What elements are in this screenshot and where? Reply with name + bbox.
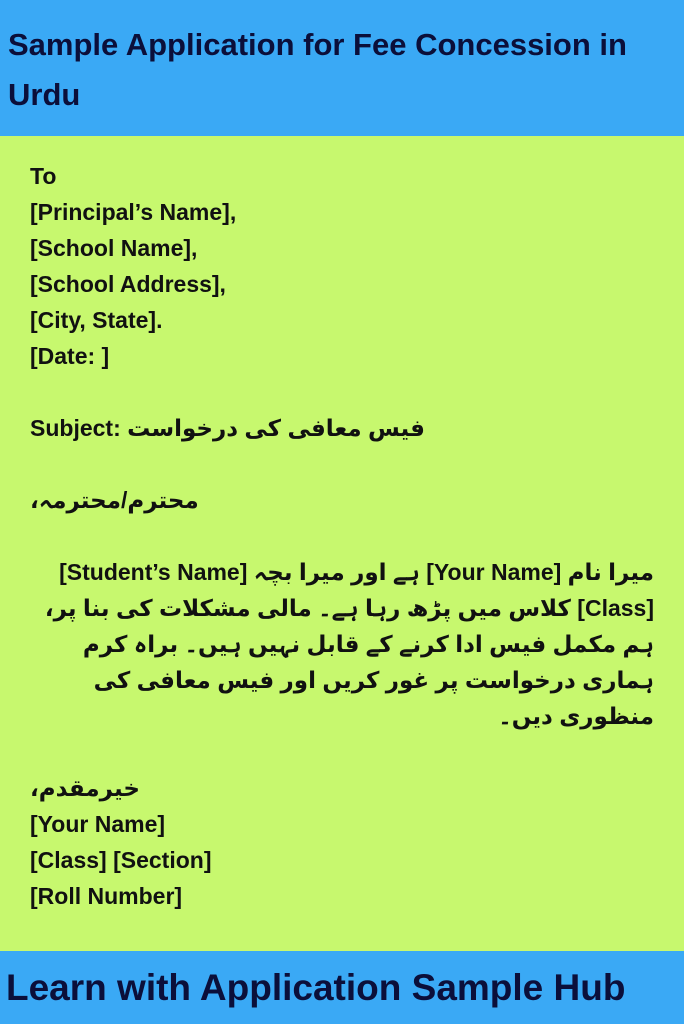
closing: خیرمقدم، [30,775,140,801]
spacer [30,374,654,410]
footer-text: Learn with Application Sample Hub [6,967,626,1008]
subject-label: Subject: [30,415,121,441]
signature-class-section: [Class] [Section] [30,847,212,873]
letter-paragraph: میرا نام [Your Name] ہے اور میرا بچہ [Student’s Name] [Class] کلاس میں پڑھ رہا ہے۔ مالی مشکلات کی بنا پر، ہم مکمل فیس ادا کرنے کے قابل نہیں ہیں۔ براہ کرم ہماری درخواست پر غور کریں اور فیس معافی کی منظوری دیں۔ [44,559,654,729]
subject-text: فیس معافی کی درخواست [127,415,425,441]
salutation: محترم/محترمہ، [30,487,199,513]
spacer [30,518,654,554]
school-address-line: [School Address], [30,271,226,297]
footer-banner [0,951,684,1024]
spacer [30,446,654,482]
principal-name-line: [Principal’s Name], [30,199,237,225]
to-line: To [30,163,57,189]
city-state-line: [City, State]. [30,307,163,333]
header-banner [0,0,684,136]
signature-name: [Your Name] [30,811,166,837]
school-name-line: [School Name], [30,235,198,261]
spacer [30,734,654,770]
signature-roll-number: [Roll Number] [30,883,183,909]
date-line: [Date: ] [30,343,110,369]
letter-body [0,136,684,951]
page-title: Sample Application for Fee Concession in Urdu [8,27,627,112]
subject-line [30,410,654,446]
